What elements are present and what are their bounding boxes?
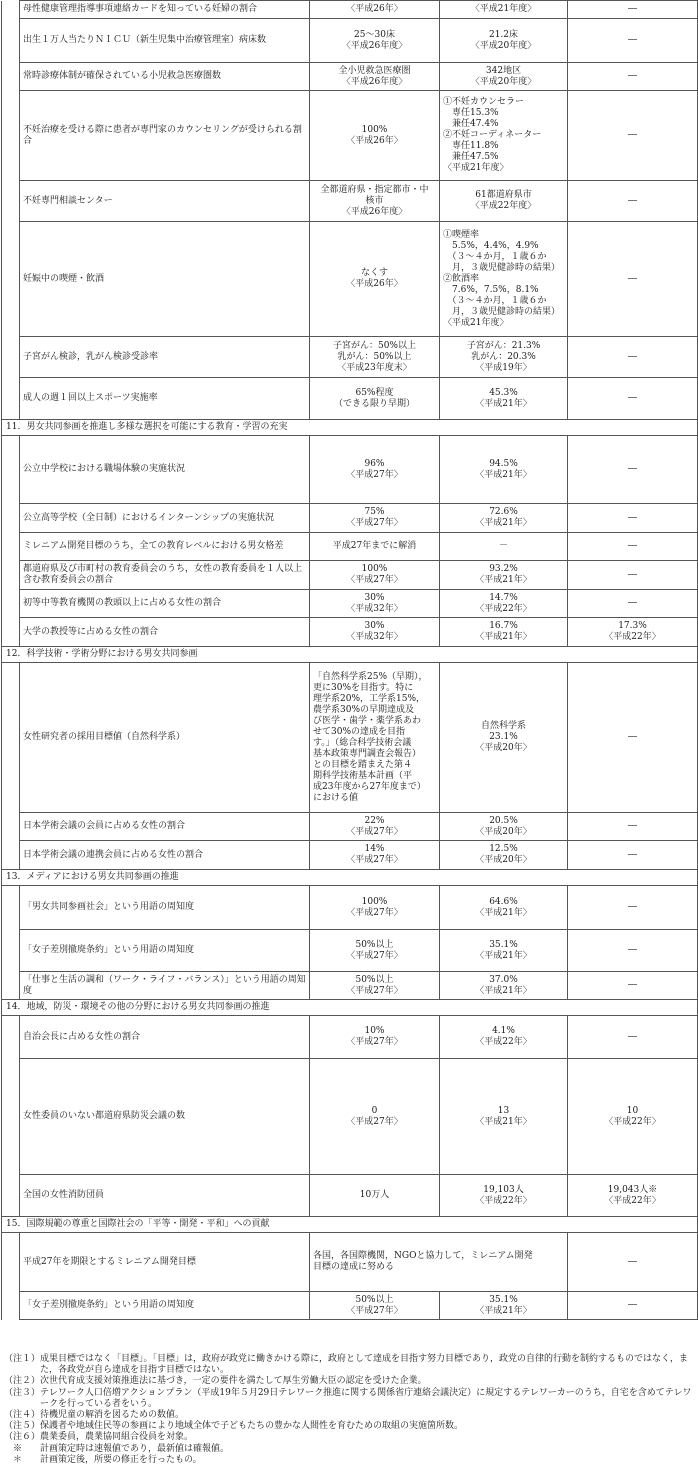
current-line: 子宮がん：21.3% bbox=[466, 340, 541, 351]
target-line: 〈平成27年〉 bbox=[346, 1037, 403, 1047]
current-cell bbox=[440, 663, 568, 813]
current-line: 〈平成22年〉 bbox=[475, 1037, 532, 1047]
item-cell: 不妊専門相談センター bbox=[20, 181, 310, 222]
current-line: 〈平成21年〉 bbox=[475, 985, 532, 996]
table-row bbox=[2, 618, 698, 647]
item-cell: 成人の週１回以上スポーツ実施率 bbox=[20, 378, 310, 420]
target-line: 〈平成26年〉 bbox=[346, 279, 403, 289]
footnote-text: 保護者や地域住民等の参画により地域全体で子どもたちの豊かな人間性を育むための取組の実施箇所数。 bbox=[40, 1421, 464, 1432]
current-line: （３～４か月，１歳６か bbox=[443, 295, 547, 306]
target-line: 0 bbox=[371, 1105, 378, 1116]
latest-line: 〈平成22年〉 bbox=[604, 1116, 661, 1127]
target-line: 全小児救急医療圏 bbox=[338, 65, 411, 76]
footnote bbox=[4, 1388, 696, 1410]
target-line: 〈平成27年〉 bbox=[346, 1305, 403, 1316]
table-row bbox=[2, 436, 698, 504]
footnote bbox=[4, 1421, 696, 1432]
latest-cell: ― bbox=[568, 436, 698, 504]
footnote-label: （注２） bbox=[4, 1376, 41, 1387]
target-line: 22% bbox=[364, 815, 385, 826]
current-line: （３～４か月，１歳６か bbox=[443, 251, 547, 262]
target-cell bbox=[310, 1292, 440, 1320]
current-line: 72.6% bbox=[489, 507, 518, 517]
current-line: 64.6% bbox=[489, 896, 518, 907]
current-cell bbox=[440, 1292, 568, 1320]
target-cell bbox=[310, 1, 440, 19]
item-cell: 都道府県及び市町村の教育委員会のうち，女性の教育委員を１人以上含む教育委員会の割合 bbox=[20, 561, 310, 590]
section-title: 13．メディアにおける男女共同参画の推進 bbox=[2, 870, 698, 886]
targets-table bbox=[1, 0, 698, 1320]
current-line: ①不妊カウンセラー bbox=[443, 97, 525, 107]
footnote-text: 農業委員，農業協同組合役員を対象。 bbox=[40, 1432, 194, 1443]
target-line: 〈平成27年〉 bbox=[346, 518, 403, 528]
target-cell bbox=[310, 1059, 440, 1175]
target-cell bbox=[310, 222, 440, 337]
footnote-text: 計画策定時は速報値であり，最新値は確報値。 bbox=[40, 1443, 230, 1454]
latest-line: 〈平成22年〉 bbox=[604, 632, 661, 642]
current-cell bbox=[440, 1, 568, 19]
latest-cell: ― bbox=[568, 504, 698, 533]
target-cell bbox=[310, 590, 440, 618]
current-line: 〈平成21年〉 bbox=[475, 950, 532, 961]
current-line: 乳がん：20.3% bbox=[471, 351, 536, 362]
latest-cell: ― bbox=[568, 1292, 698, 1320]
target-cell bbox=[310, 972, 440, 1000]
current-line: 兼任47.5% bbox=[443, 152, 499, 162]
table-row bbox=[2, 561, 698, 590]
current-line: 専任11.8% bbox=[443, 141, 499, 151]
latest-cell: ― bbox=[568, 1016, 698, 1059]
footnote bbox=[4, 1432, 696, 1443]
latest-cell: ― bbox=[568, 930, 698, 972]
target-line: 100% bbox=[361, 124, 388, 135]
target-line: 30% bbox=[364, 621, 385, 631]
target-line: 50%以上 bbox=[355, 974, 394, 985]
current-line: ①喫煙率 bbox=[443, 229, 480, 240]
target-line: 10% bbox=[364, 1026, 385, 1036]
target-line: 〈平成27年〉 bbox=[346, 469, 403, 480]
item-cell: 公立中学校における職場体験の実施状況 bbox=[20, 436, 310, 504]
target-line: 目標の達成に努める bbox=[313, 1262, 395, 1272]
footnote-label: （注５） bbox=[4, 1421, 41, 1432]
current-cell bbox=[440, 590, 568, 618]
table-row bbox=[2, 813, 698, 841]
target-cell bbox=[310, 181, 440, 222]
current-line: 〈平成22年〉 bbox=[475, 1195, 532, 1206]
item-cell: 女性研究者の採用目標値（自然科学系） bbox=[20, 663, 310, 813]
section-indent bbox=[2, 436, 20, 647]
item-cell: 日本学術会議の連携会員に占める女性の割合 bbox=[20, 841, 310, 870]
latest-cell: ― bbox=[568, 663, 698, 813]
section-indent bbox=[2, 1233, 20, 1320]
footnote bbox=[4, 1410, 696, 1421]
footnote bbox=[4, 1354, 696, 1376]
table-row bbox=[2, 1, 698, 19]
current-line: 12.5% bbox=[489, 844, 518, 854]
table-row bbox=[2, 91, 698, 181]
targets-table-body bbox=[2, 1, 698, 1320]
footnote-label: （注３） bbox=[4, 1387, 41, 1398]
current-line: 16.7% bbox=[489, 621, 518, 631]
current-cell bbox=[440, 813, 568, 841]
latest-line: 19,043人※ bbox=[607, 1184, 658, 1195]
current-line: 61都道府県市 bbox=[475, 190, 532, 200]
target-line: 〈平成27年〉 bbox=[346, 826, 403, 837]
target-line: 25～30床 bbox=[354, 29, 395, 40]
item-cell: 初等中等教育機関の教頭以上に占める女性の割合 bbox=[20, 590, 310, 618]
target-line: 平成27年までに解消 bbox=[332, 541, 417, 551]
current-cell bbox=[440, 533, 568, 561]
target-line: 96% bbox=[364, 458, 385, 469]
current-line: 〈平成21年〉 bbox=[475, 1116, 532, 1127]
target-line: なくす bbox=[360, 268, 388, 278]
target-line: 75% bbox=[364, 507, 385, 517]
current-line: 〈平成21年〉 bbox=[475, 518, 532, 528]
latest-cell: ― bbox=[568, 222, 698, 337]
current-cell bbox=[440, 841, 568, 870]
target-line: 〈平成32年〉 bbox=[346, 632, 403, 642]
current-line: 〈平成20年〉 bbox=[475, 826, 532, 837]
table-row bbox=[2, 504, 698, 533]
latest-cell: ― bbox=[568, 590, 698, 618]
current-line: 23.1% bbox=[489, 732, 518, 742]
latest-line: 17.3% bbox=[618, 621, 647, 631]
current-line: 〈平成20年〉 bbox=[475, 743, 532, 753]
target-line: 更に30%を目指す。特に bbox=[313, 682, 414, 693]
current-line: 月，３歳児健診時の結果） bbox=[443, 262, 561, 273]
target-line: 〈平成26年度〉 bbox=[341, 40, 408, 51]
current-line: 〈平成21年〉 bbox=[475, 632, 532, 642]
target-line: との目標を踏まえた第４ bbox=[313, 759, 413, 770]
table-row bbox=[2, 1292, 698, 1320]
footnote bbox=[4, 1444, 696, 1455]
target-cell bbox=[310, 841, 440, 870]
current-line: － bbox=[498, 541, 508, 551]
table-row bbox=[2, 1175, 698, 1217]
item-cell: 常時診療体制が確保されている小児救急医療圏数 bbox=[20, 63, 310, 91]
footnote-label: （注１） bbox=[4, 1354, 41, 1364]
footnote-text: 次世代育成支援対策推進法に基づき，一定の要件を満たして厚生労働大臣の認定を受けた企業。 bbox=[40, 1376, 427, 1387]
target-line: 理学系20%，工学系15%， bbox=[313, 693, 426, 704]
current-line: 〈平成21年度〉 bbox=[470, 4, 537, 14]
target-line: 50%以上 bbox=[355, 939, 394, 950]
target-line: 全都道府県・指定都市・中 bbox=[320, 184, 429, 195]
footnote bbox=[4, 1376, 696, 1387]
current-line: 〈平成22年度〉 bbox=[470, 201, 537, 211]
section-header bbox=[2, 1217, 698, 1233]
current-cell bbox=[440, 337, 568, 378]
latest-cell: ― bbox=[568, 533, 698, 561]
target-cell bbox=[310, 1175, 440, 1217]
target-cell bbox=[310, 91, 440, 181]
target-line: 〈平成27年〉 bbox=[346, 575, 403, 585]
target-line: 基本政策専門調査会報告） bbox=[313, 748, 422, 759]
target-cell bbox=[310, 663, 440, 813]
current-line: 14.7% bbox=[489, 592, 518, 603]
item-cell: 「女子差別撤廃条約」という用語の周知度 bbox=[20, 930, 310, 972]
item-cell: 「仕事と生活の調和（ワーク・ライフ・バランス）」という用語の周知度 bbox=[20, 972, 310, 1000]
table-row bbox=[2, 972, 698, 1000]
latest-cell: ― bbox=[568, 19, 698, 63]
section-title: 15．国際規範の尊重と国際社会の「平等・開発・平和」への貢献 bbox=[2, 1217, 698, 1233]
current-line: 45.3% bbox=[489, 387, 518, 398]
target-line: 成23年度から27年度まで） bbox=[313, 781, 426, 792]
target-cell bbox=[310, 561, 440, 590]
current-line: ②不妊コーディネーター bbox=[443, 130, 542, 140]
latest-cell: ― bbox=[568, 841, 698, 870]
latest-line: 〈平成22年〉 bbox=[604, 1195, 661, 1206]
target-cell bbox=[310, 504, 440, 533]
table-row bbox=[2, 1059, 698, 1175]
current-line: 13 bbox=[497, 1105, 510, 1116]
latest-cell: ― bbox=[568, 337, 698, 378]
table-row bbox=[2, 181, 698, 222]
target-cell bbox=[310, 1233, 568, 1292]
current-line: 21.2床 bbox=[488, 29, 519, 40]
current-line: 〈平成21年度〉 bbox=[443, 317, 509, 328]
current-line: 342地区 bbox=[485, 65, 522, 76]
target-line: び医学・歯学・薬学系あわ bbox=[313, 715, 422, 726]
latest-cell: ― bbox=[568, 91, 698, 181]
item-cell: 妊娠中の喫煙・飲酒 bbox=[20, 222, 310, 337]
table-row bbox=[2, 1016, 698, 1059]
item-cell: 子宮がん検診，乳がん検診受診率 bbox=[20, 337, 310, 378]
latest-cell: ― bbox=[568, 561, 698, 590]
current-line: 自然科学系 bbox=[480, 721, 526, 731]
latest-cell: ― bbox=[568, 886, 698, 930]
target-cell bbox=[310, 813, 440, 841]
target-line: 50%以上 bbox=[355, 1294, 394, 1305]
section-header bbox=[2, 870, 698, 886]
target-line: 各国，各国際機関，NGOと協力して，ミレニアム開発 bbox=[313, 1251, 533, 1261]
current-line: 5.5%，4.4%，4.9% bbox=[443, 240, 539, 251]
current-line: 〈平成21年〉 bbox=[475, 469, 532, 480]
current-line: 〈平成20年〉 bbox=[475, 855, 532, 865]
current-line: 専任15.3% bbox=[443, 108, 499, 118]
target-line: 65%程度 bbox=[355, 387, 394, 398]
latest-cell: ― bbox=[568, 813, 698, 841]
target-line: 〈平成26年度〉 bbox=[341, 76, 408, 87]
latest-cell bbox=[568, 618, 698, 647]
footnote-label: （注６） bbox=[4, 1432, 41, 1443]
current-line: 20.5% bbox=[489, 815, 518, 826]
target-line: 〈平成26年〉 bbox=[346, 4, 403, 14]
item-cell: ミレニアム開発目標のうち，全ての教育レベルにおける男女格差 bbox=[20, 533, 310, 561]
target-cell bbox=[310, 19, 440, 63]
current-line: 93.2% bbox=[489, 564, 518, 574]
table-row bbox=[2, 19, 698, 63]
target-line: 〈平成32年〉 bbox=[346, 603, 403, 614]
footnote-text: 計画策定後，所要の修正を行ったもの。 bbox=[40, 1454, 202, 1465]
current-line: 37.0% bbox=[489, 974, 518, 985]
current-line: 〈平成21年〉 bbox=[475, 575, 532, 585]
target-line: 乳がん：50%以上 bbox=[337, 351, 412, 362]
item-cell: 不妊治療を受ける際に患者が専門家のカウンセリングが受けられる割合 bbox=[20, 91, 310, 181]
target-line: 核市 bbox=[365, 195, 384, 206]
target-cell bbox=[310, 533, 440, 561]
item-cell: 全国の女性消防団員 bbox=[20, 1175, 310, 1217]
latest-cell: ― bbox=[568, 378, 698, 420]
footnote-text: テレワーク人口倍増アクションプラン（平成19年５月29日テレワーク推進に関する関係省庁連絡会議決定）に規定するテレワーカーのうち，自宅を含めてテレワークを行っている者をいう。 bbox=[40, 1387, 692, 1409]
latest-cell: ― bbox=[568, 181, 698, 222]
section-header bbox=[2, 1000, 698, 1016]
target-line: 〈平成27年〉 bbox=[346, 1116, 403, 1127]
target-line: 〈平成27年〉 bbox=[346, 855, 403, 865]
item-cell: 平成27年を期限とするミレニアム開発目標 bbox=[20, 1233, 310, 1292]
current-line: 〈平成20年度〉 bbox=[470, 40, 537, 51]
target-line: す。」（総合科学技術会議 bbox=[313, 737, 412, 748]
current-line: 月，３歳児健診時の結果） bbox=[443, 306, 561, 317]
table-row bbox=[2, 930, 698, 972]
current-line: 〈平成21年度〉 bbox=[443, 163, 509, 173]
current-cell bbox=[440, 930, 568, 972]
latest-line: 10 bbox=[626, 1105, 639, 1116]
section-indent bbox=[2, 1, 20, 420]
current-cell bbox=[440, 618, 568, 647]
current-line: 〈平成19年〉 bbox=[475, 362, 532, 373]
item-cell: 日本学術会議の会員に占める女性の割合 bbox=[20, 813, 310, 841]
target-line: 農学系30%の早期達成及 bbox=[313, 704, 415, 715]
target-cell bbox=[310, 436, 440, 504]
target-line: 〈平成27年〉 bbox=[346, 950, 403, 961]
footnote-label: ＊ bbox=[4, 1454, 23, 1465]
item-cell: 自治会長に占める女性の割合 bbox=[20, 1016, 310, 1059]
target-line: 〈平成27年〉 bbox=[346, 907, 403, 918]
table-row bbox=[2, 533, 698, 561]
item-cell: 「男女共同参画社会」という用語の周知度 bbox=[20, 886, 310, 930]
current-cell bbox=[440, 504, 568, 533]
target-cell bbox=[310, 930, 440, 972]
table-row bbox=[2, 337, 698, 378]
table-row bbox=[2, 886, 698, 930]
latest-cell: ― bbox=[568, 972, 698, 1000]
table-row bbox=[2, 222, 698, 337]
target-cell bbox=[310, 618, 440, 647]
target-line: 子宮がん：50%以上 bbox=[332, 340, 416, 351]
footnote-text: 成果目標ではなく「目標」。「目標」は，政府が政党に働きかける際に，政府として達成を目指す努力目標であり，政党の自律的行動を制約するものではなく，また，各政党が自ら達成を目指す目標ではない。 bbox=[40, 1354, 688, 1376]
current-cell bbox=[440, 972, 568, 1000]
latest-cell: ― bbox=[568, 63, 698, 91]
current-cell bbox=[440, 886, 568, 930]
table-row bbox=[2, 63, 698, 91]
current-cell bbox=[440, 1016, 568, 1059]
current-line: 94.5% bbox=[489, 458, 518, 469]
footnotes bbox=[4, 1354, 696, 1466]
item-cell: 女性委員のいない都道府県防災会議の数 bbox=[20, 1059, 310, 1175]
latest-cell: ― bbox=[568, 1233, 698, 1292]
target-line: 〈平成26年〉 bbox=[346, 135, 403, 146]
item-cell: 出生１万人当たりＮＩＣＵ（新生児集中治療管理室）病床数 bbox=[20, 19, 310, 63]
current-line: 〈平成22年〉 bbox=[475, 603, 532, 614]
target-line: 「自然科学系25%（早期）， bbox=[313, 671, 428, 682]
current-cell bbox=[440, 19, 568, 63]
current-cell bbox=[440, 561, 568, 590]
current-line: 35.1% bbox=[489, 939, 518, 950]
target-cell bbox=[310, 63, 440, 91]
current-line: ②飲酒率 bbox=[443, 273, 480, 284]
section-title: 12．科学技術・学術分野における男女共同参画 bbox=[2, 647, 698, 663]
target-line: 14% bbox=[364, 844, 385, 854]
current-line: 4.1% bbox=[492, 1026, 515, 1036]
table-row bbox=[2, 378, 698, 420]
section-indent bbox=[2, 1016, 20, 1217]
target-line: （できる限り早期） bbox=[333, 398, 415, 409]
current-line: 〈平成20年度〉 bbox=[470, 76, 537, 87]
section-header bbox=[2, 420, 698, 436]
target-line: 〈平成27年〉 bbox=[346, 985, 403, 996]
footnote bbox=[4, 1455, 696, 1466]
target-line: 100% bbox=[361, 896, 388, 907]
section-header bbox=[2, 647, 698, 663]
current-cell bbox=[440, 378, 568, 420]
footnote-label: ※ bbox=[4, 1443, 23, 1454]
table-row bbox=[2, 841, 698, 870]
current-line: 19,103人 bbox=[483, 1184, 524, 1195]
target-line: せて30%の達成を目指 bbox=[313, 726, 406, 737]
section-indent bbox=[2, 663, 20, 870]
current-line: 〈平成21年〉 bbox=[475, 398, 532, 409]
current-cell bbox=[440, 63, 568, 91]
item-cell: 「女子差別撤廃条約」という用語の周知度 bbox=[20, 1292, 310, 1320]
target-line: 30% bbox=[364, 592, 385, 603]
current-line: 兼任47.4% bbox=[443, 119, 499, 129]
target-cell bbox=[310, 886, 440, 930]
target-line: 100% bbox=[361, 564, 388, 574]
target-line: 期科学技術基本計画（平 bbox=[313, 770, 413, 781]
target-line: 〈平成23年度末〉 bbox=[337, 362, 412, 373]
current-line: 35.1% bbox=[489, 1294, 518, 1305]
current-line: 〈平成21年〉 bbox=[475, 1305, 532, 1316]
table-row bbox=[2, 663, 698, 813]
table-row bbox=[2, 1233, 698, 1292]
latest-cell bbox=[568, 1059, 698, 1175]
current-line: 〈平成21年〉 bbox=[475, 907, 532, 918]
item-cell: 大学の教授等に占める女性の割合 bbox=[20, 618, 310, 647]
section-title: 11．男女共同参画を推進し多様な選択を可能にする教育・学習の充実 bbox=[2, 420, 698, 436]
current-cell bbox=[440, 181, 568, 222]
item-cell: 母性健康管理指導事項連絡カードを知っている妊婦の割合 bbox=[20, 1, 310, 19]
current-cell bbox=[440, 1175, 568, 1217]
section-indent bbox=[2, 886, 20, 1000]
section-title: 14．地域，防災・環境その他の分野における男女共同参画の推進 bbox=[2, 1000, 698, 1016]
target-line: における値 bbox=[313, 792, 359, 803]
current-cell bbox=[440, 222, 568, 337]
latest-cell bbox=[568, 1175, 698, 1217]
target-line: 〈平成26年度〉 bbox=[341, 206, 408, 217]
item-cell: 公立高等学校（全日制）におけるインターンシップの実施状況 bbox=[20, 504, 310, 533]
footnote-text: 待機児童の解消を図るための数値。 bbox=[40, 1410, 185, 1421]
target-cell bbox=[310, 337, 440, 378]
latest-cell: ― bbox=[568, 1, 698, 19]
table-row bbox=[2, 590, 698, 618]
current-cell bbox=[440, 91, 568, 181]
current-cell bbox=[440, 1059, 568, 1175]
footnote-label: （注４） bbox=[4, 1410, 41, 1421]
current-cell bbox=[440, 436, 568, 504]
current-line: 7.6%，7.5%，8.1% bbox=[443, 284, 539, 295]
target-cell bbox=[310, 1016, 440, 1059]
target-line: 10万人 bbox=[359, 1190, 390, 1200]
target-cell bbox=[310, 378, 440, 420]
